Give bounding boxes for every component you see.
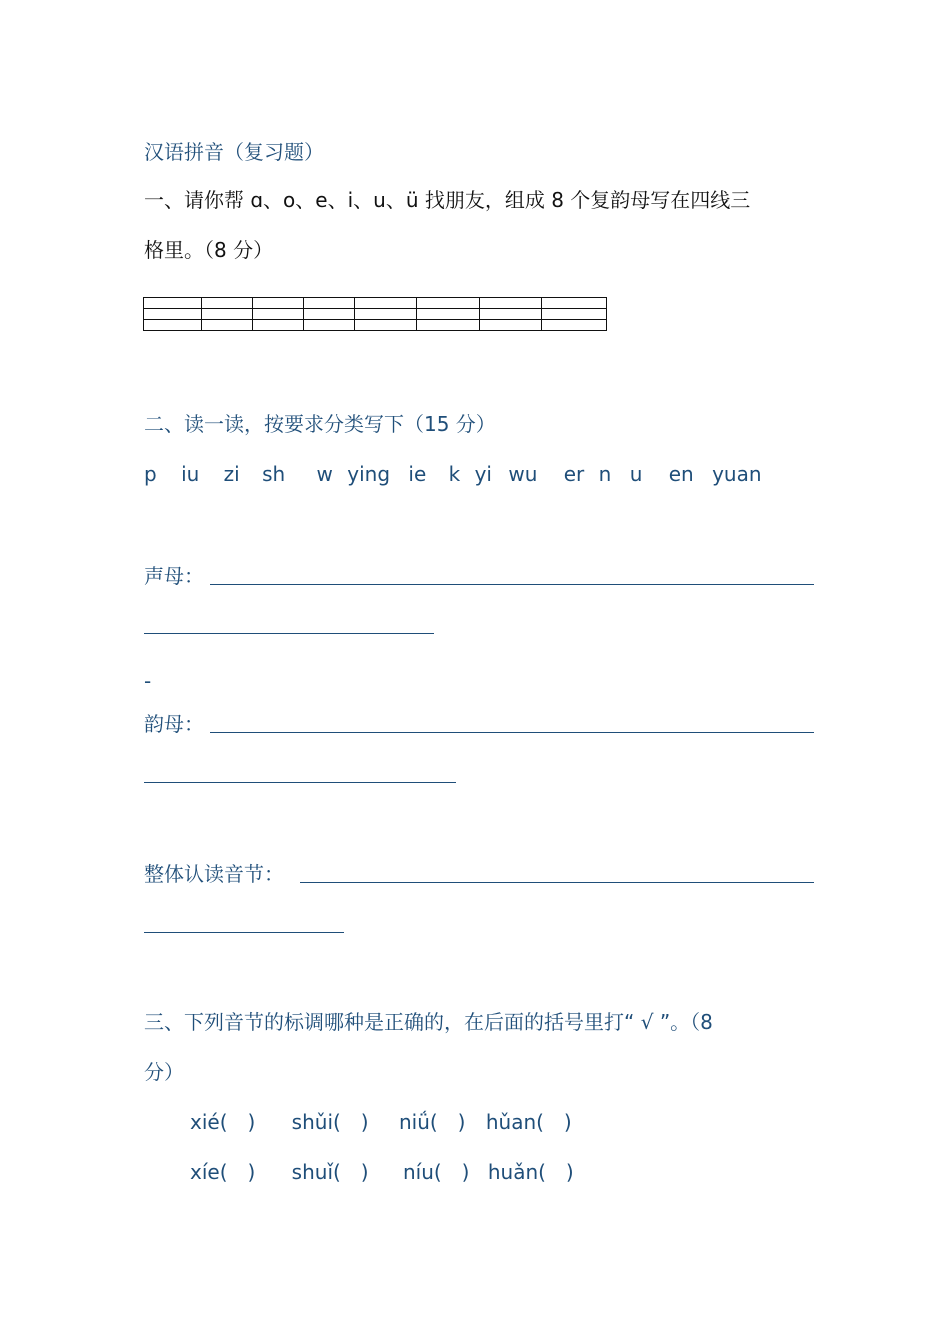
grid-cell[interactable]	[480, 309, 542, 320]
grid-cell[interactable]	[304, 309, 355, 320]
dash-mark: -	[144, 669, 152, 693]
grid-cell[interactable]	[355, 309, 417, 320]
grid-cell[interactable]	[202, 298, 253, 309]
grid-row	[144, 320, 607, 331]
yunmu-label: 韵母：	[144, 712, 204, 736]
pinyin-item: zi	[223, 462, 240, 486]
pinyin-item: yi	[474, 462, 492, 486]
pinyin-item: yuan	[712, 462, 762, 486]
tone-choice-item[interactable]: niǘ( )	[398, 1110, 466, 1134]
q1-instruction-line1: 一、请你帮 ɑ、o、e、i、u、ü 找朋友，组成 8 个复韵母写在四线三	[144, 188, 751, 212]
grid-cell[interactable]	[355, 320, 417, 331]
q2-heading: 二、读一读，按要求分类写下（15 分）	[144, 412, 496, 436]
pinyin-item: wu	[508, 462, 538, 486]
q3-heading-line1: 三、下列音节的标调哪种是正确的，在后面的括号里打“ √ ”。（8	[144, 1010, 713, 1034]
pinyin-item: iu	[181, 462, 200, 486]
grid-cell[interactable]	[253, 320, 304, 331]
grid-cell[interactable]	[304, 298, 355, 309]
grid-cell[interactable]	[144, 309, 202, 320]
pinyin-item: en	[668, 462, 694, 486]
zhengti-label: 整体认读音节：	[144, 862, 284, 886]
grid-cell[interactable]	[144, 320, 202, 331]
q1-instruction-line2: 格里。（8 分）	[144, 238, 274, 262]
shengmu-label: 声母：	[144, 564, 204, 588]
grid-cell[interactable]	[417, 298, 480, 309]
pinyin-item: n	[598, 462, 612, 486]
grid-cell[interactable]	[542, 309, 607, 320]
grid-cell[interactable]	[202, 320, 253, 331]
zhengti-answer-line-continued[interactable]	[144, 932, 344, 933]
zhengti-answer-line[interactable]	[300, 882, 814, 883]
pinyin-item: ying	[347, 462, 391, 486]
pinyin-item: er	[563, 462, 585, 486]
yunmu-answer-line[interactable]	[210, 732, 814, 733]
grid-cell[interactable]	[304, 320, 355, 331]
pinyin-item: sh	[262, 462, 286, 486]
tone-choice-item[interactable]: huǎn( )	[487, 1160, 574, 1184]
tone-choice-item[interactable]: xié( )	[190, 1110, 256, 1134]
tone-choice-item[interactable]: shǔi( )	[291, 1110, 369, 1134]
pinyin-item: p	[144, 462, 157, 486]
pinyin-item: u	[629, 462, 643, 486]
tone-choice-item[interactable]: níu( )	[402, 1160, 470, 1184]
pinyin-item: ie	[408, 462, 427, 486]
tone-choice-row-1	[190, 1109, 572, 1135]
shengmu-answer-line-continued[interactable]	[144, 633, 434, 634]
q3-heading-line2: 分）	[144, 1060, 184, 1084]
shengmu-answer-line[interactable]	[210, 584, 814, 585]
tone-choice-item[interactable]: hǔan( )	[485, 1110, 572, 1134]
grid-cell[interactable]	[253, 309, 304, 320]
pinyin-item: w	[316, 462, 333, 486]
tone-choice-item[interactable]: xíe( )	[190, 1160, 256, 1184]
tone-choice-item[interactable]: shuǐ( )	[291, 1160, 369, 1184]
tone-choice-row-2	[190, 1159, 574, 1185]
grid-cell[interactable]	[417, 320, 480, 331]
grid-cell[interactable]	[253, 298, 304, 309]
grid-row	[144, 309, 607, 320]
grid-cell[interactable]	[542, 298, 607, 309]
grid-cell[interactable]	[480, 298, 542, 309]
grid-cell[interactable]	[202, 309, 253, 320]
grid-cell[interactable]	[480, 320, 542, 331]
four-line-grid	[143, 297, 607, 331]
grid-cell[interactable]	[355, 298, 417, 309]
grid-cell[interactable]	[144, 298, 202, 309]
pinyin-item-list	[144, 461, 762, 487]
yunmu-answer-line-continued[interactable]	[144, 782, 456, 783]
grid-cell[interactable]	[542, 320, 607, 331]
pinyin-item: k	[448, 462, 461, 486]
grid-row	[144, 298, 607, 309]
page-title: 汉语拼音（复习题）	[144, 140, 324, 164]
grid-cell[interactable]	[417, 309, 480, 320]
